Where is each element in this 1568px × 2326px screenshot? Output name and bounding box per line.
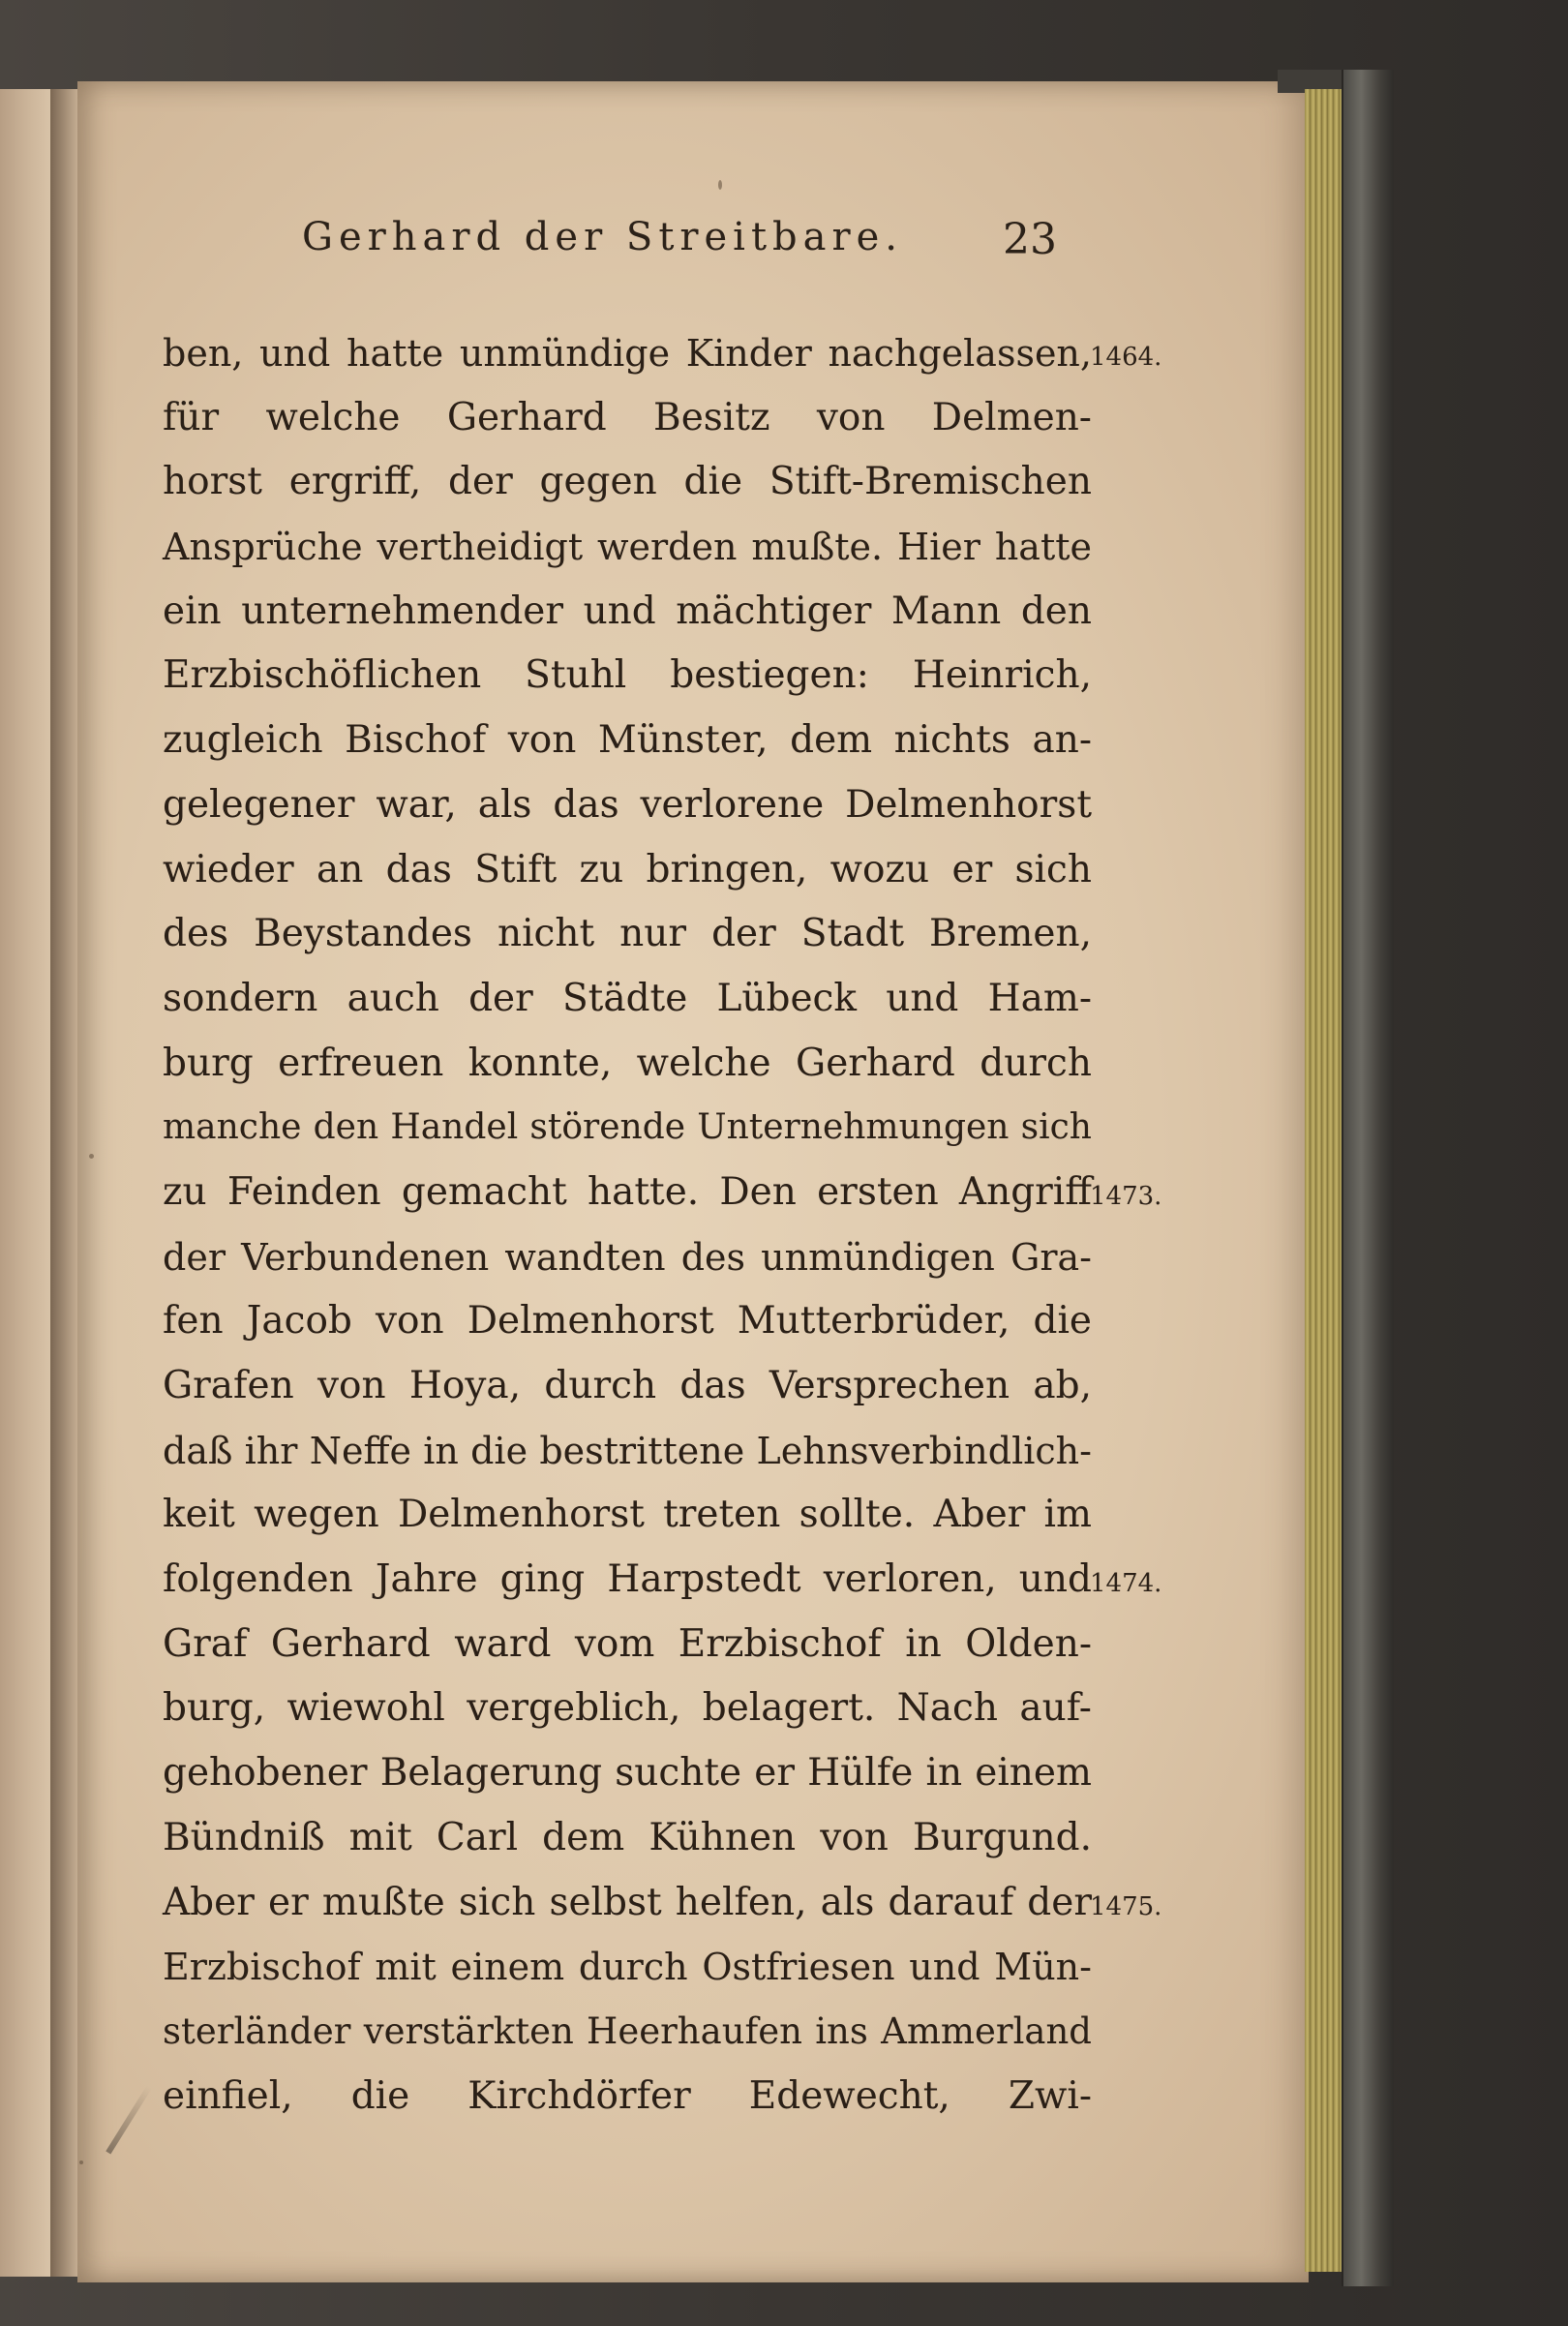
text-line: der Verbundenen wandten des unmündigen Gra-	[163, 1235, 1092, 1279]
text-line: ben, und hatte unmündige Kinder nachgelassen,	[163, 332, 1092, 375]
body-text	[163, 321, 1092, 2129]
text-line: burg erfreuen konnte, welche Gerhard durch	[163, 1041, 1092, 1085]
paper-speck	[718, 180, 722, 190]
margin-year: 1475.	[1090, 1892, 1162, 1921]
page-number: 23	[1003, 215, 1057, 264]
gilt-page-edges	[1305, 89, 1342, 2272]
text-line: keit wegen Delmenhorst treten sollte. Aber im	[163, 1493, 1092, 1537]
text-line: horst ergriff, der gegen die Stift-Bremischen	[163, 460, 1092, 504]
running-head: Gerhard der Streitbare.	[302, 215, 904, 259]
margin-year: 1474.	[1090, 1569, 1162, 1598]
text-line: zugleich Bischof von Münster, dem nichts an-	[163, 718, 1092, 763]
text-line: Aber er mußte sich selbst helfen, als darauf der	[163, 1880, 1092, 1924]
text-line: zu Feinden gemacht hatte. Den ersten Angriff	[163, 1169, 1092, 1214]
text-line: sondern auch der Städte Lübeck und Ham-	[163, 976, 1092, 1020]
text-line: einfiel, die Kirchdörfer Edewecht, Zwi-	[163, 2073, 1092, 2118]
text-line: manche den Handel störende Unternehmungen sich	[163, 1107, 1092, 1148]
facing-page-edge	[0, 89, 52, 2277]
margin-year: 1464.	[1090, 343, 1162, 372]
text-line: gelegener war, als das verlorene Delmenhorst	[163, 782, 1092, 827]
text-line: wieder an das Stift zu bringen, wozu er sich	[163, 847, 1092, 891]
text-line: burg, wiewohl vergeblich, belagert. Nach auf-	[163, 1686, 1092, 1731]
book-cover-edge	[1342, 70, 1394, 2286]
text-line: Graf Gerhard ward vom Erzbischof in Olden-	[163, 1621, 1092, 1666]
text-line: Grafen von Hoya, durch das Versprechen ab,	[163, 1364, 1092, 1407]
paper-speck	[89, 1154, 94, 1159]
text-line: folgenden Jahre ging Harpstedt verloren, und	[163, 1557, 1092, 1602]
text-line: des Beystandes nicht nur der Stadt Bremen,	[163, 912, 1092, 956]
text-line: Bündniß mit Carl dem Kühnen von Burgund.	[163, 1815, 1092, 1859]
text-line: daß ihr Neffe in die bestrittene Lehnsverbindlich-	[163, 1429, 1092, 1472]
text-line: fen Jacob von Delmenhorst Mutterbrüder, die	[163, 1299, 1092, 1344]
margin-year: 1473.	[1090, 1182, 1162, 1211]
text-line: gehobener Belagerung suchte er Hülfe in einem	[163, 1751, 1092, 1796]
text-line: Erzbischöflichen Stuhl bestiegen: Heinrich,	[163, 653, 1092, 698]
book-gutter	[50, 89, 77, 2277]
text-line: ein unternehmender und mächtiger Mann den	[163, 589, 1092, 633]
paper-speck	[79, 2160, 83, 2164]
text-line: Ansprüche vertheidigt werden mußte. Hier hatte	[163, 526, 1092, 569]
text-line: sterländer verstärkten Heerhaufen ins Ammerland	[163, 2009, 1092, 2052]
text-line: für welche Gerhard Besitz von Delmen-	[163, 395, 1092, 439]
text-line: Erzbischof mit einem durch Ostfriesen und Mün-	[163, 1946, 1092, 1989]
